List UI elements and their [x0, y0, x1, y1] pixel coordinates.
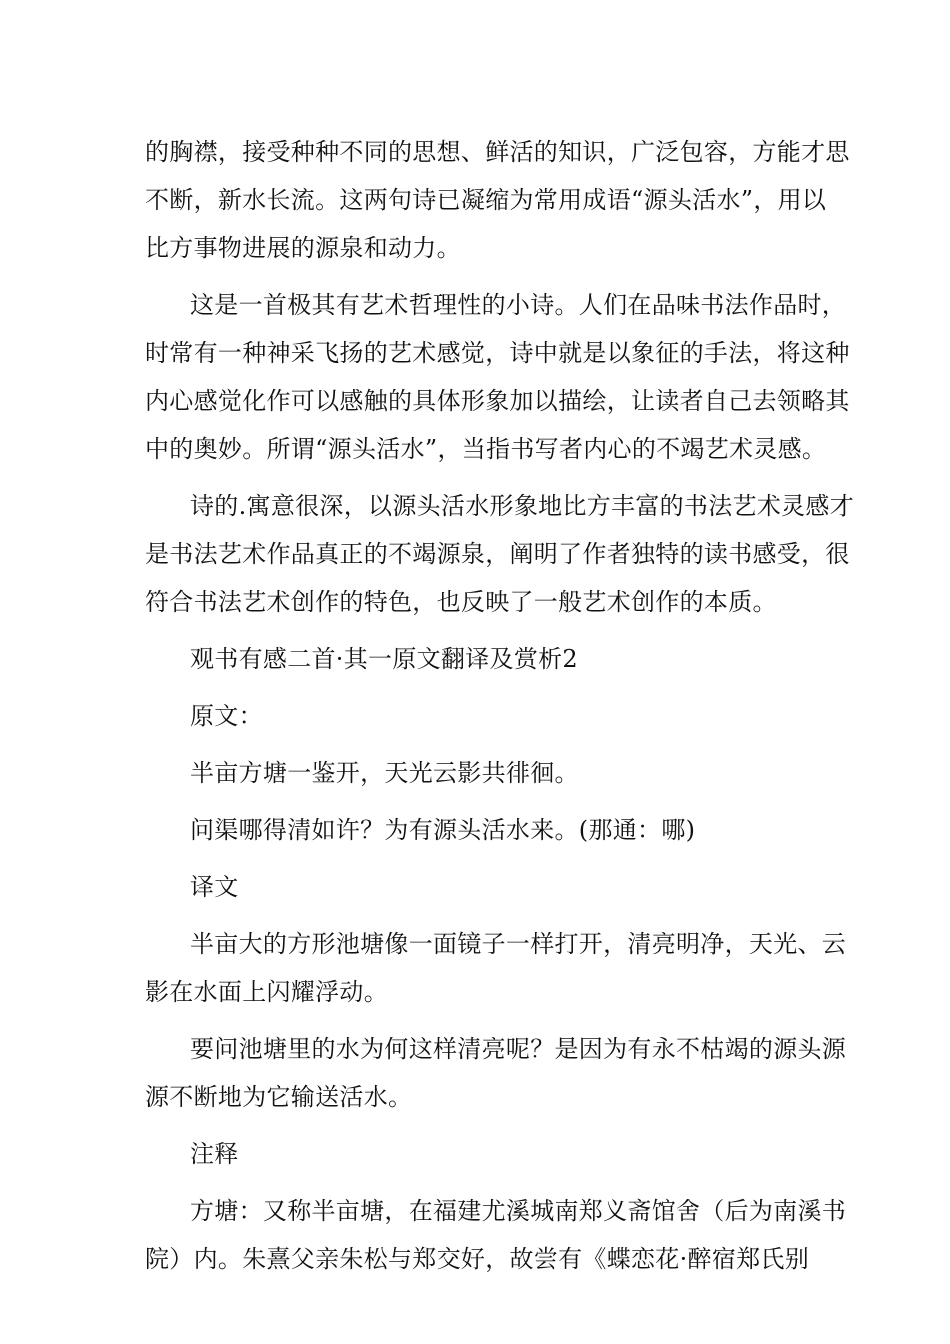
text-line: 不断，新水长流。这两句诗已凝缩为常用成语“源头活水”，用以 [145, 186, 827, 214]
original-text-heading [145, 692, 805, 740]
paragraph-source-metaphor [145, 128, 850, 272]
text-line: 比方事物进展的源泉和动力。 [145, 234, 461, 262]
text-line: 问渠哪得清如许？为有源头活水来。(那通：哪) [190, 816, 696, 844]
note-paragraph-fangtang [145, 1187, 847, 1283]
section-title [145, 635, 805, 683]
text-line: 中的奥妙。所谓“源头活水”，当指书写者内心的不竭艺术灵感。 [145, 435, 827, 463]
text-line: 诗的.寓意很深，以源头活水形象地比方丰富的书法艺术灵感才 [190, 492, 855, 520]
document-body [145, 128, 855, 1283]
text-line: 院）内。朱熹父亲朱松与郑交好，故尝有《蝶恋花·醉宿郑氏别 [145, 1245, 810, 1273]
text-line: 源不断地为它输送活水。 [145, 1083, 413, 1111]
text-line: 符合书法艺术创作的特色，也反映了一般艺术创作的本质。 [145, 588, 777, 616]
text-line: 注释 [190, 1140, 239, 1168]
notes-heading [145, 1130, 805, 1178]
text-line: 半亩方塘一鉴开，天光云影共徘徊。 [190, 759, 579, 787]
paragraph-art-philosophy [145, 281, 850, 473]
text-line: 的胸襟，接受种种不同的思想、鲜活的知识，广泛包容，方能才思 [145, 138, 850, 166]
text-line: 这是一首极其有艺术哲理性的小诗。人们在品味书法作品时， [190, 291, 847, 319]
translation-paragraph-1 [145, 920, 847, 1016]
translation-paragraph-2 [145, 1025, 847, 1121]
text-line: 方塘：又称半亩塘，在福建尤溪城南郑义斋馆舍（后为南溪书 [190, 1197, 847, 1225]
paragraph-meaning [145, 482, 855, 626]
poem-line-1 [145, 749, 805, 797]
text-line: 时常有一种神采飞扬的艺术感觉，诗中就是以象征的手法，将这种 [145, 339, 850, 367]
text-line: 半亩大的方形池塘像一面镜子一样打开，清亮明净，天光、云 [190, 930, 847, 958]
translation-heading [145, 863, 805, 911]
text-line: 要问池塘里的水为何这样清亮呢？是因为有永不枯竭的源头源 [190, 1035, 847, 1063]
poem-line-2 [145, 806, 805, 854]
text-line: 观书有感二首·其一原文翻译及赏析2 [190, 645, 578, 673]
text-line: 是书法艺术作品真正的不竭源泉，阐明了作者独特的读书感受，很 [145, 540, 850, 568]
text-line: 译文 [190, 873, 239, 901]
text-line: 影在水面上闪耀浮动。 [145, 978, 388, 1006]
text-line: 内心感觉化作可以感触的具体形象加以描绘，让读者自己去领略其 [145, 387, 850, 415]
text-line: 原文： [190, 702, 263, 730]
